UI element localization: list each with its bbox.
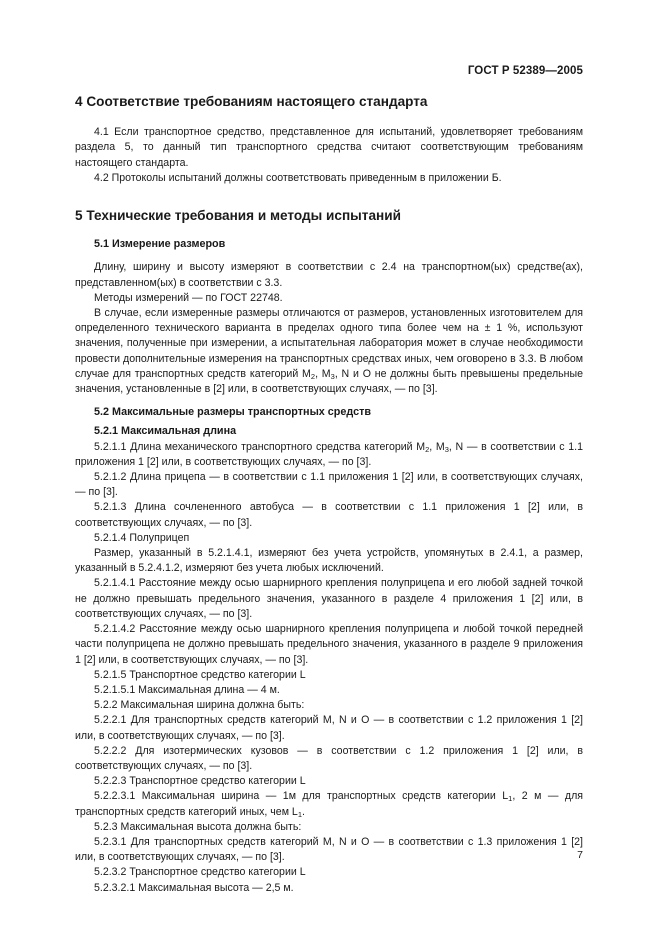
paragraph-5-2-1-4: 5.2.1.4 Полуприцеп: [94, 531, 190, 544]
text: , M: [429, 440, 445, 453]
paragraph-5-2-1-4-2: 5.2.1.4.2 Расстояние между осью шарнирного крепления полуприцепа и любой точкой передней части полуприцепа не должно превышать предельного значения, указанного в разделе 9 приложения 1 [2] или, в соответствующих случаях, — по [3].: [75, 623, 583, 666]
paragraph-5-2-2: 5.2.2 Максимальная ширина должна быть:: [94, 699, 305, 712]
paragraph-5-2-1-4-1: 5.2.1.4.1 Расстояние между осью шарнирного крепления полуприцепа и его любой задней точкой не должно превышать предельного значения, указанного в разделе 4 приложения 1 [2] или, в соответствующих случаях, — по [3].: [75, 577, 583, 620]
paragraph-5-2-1-3: 5.2.1.3 Длина сочлененного автобуса — в соответствии с 1.1 приложения 1 [2] или, в соответствующих случаях, — по [3].: [75, 501, 583, 529]
text: 5.2.1.1 Длина механического транспортного средства категорий M: [94, 440, 426, 453]
paragraph-5-2-1-2: 5.2.1.2 Длина прицепа — в соответствии с 1.1 приложения 1 [2] или, в соответствующих случаях, — по [3].: [75, 471, 583, 499]
document-id-header: ГОСТ Р 52389—2005: [467, 65, 583, 77]
subscript: 3: [444, 444, 449, 454]
section-5-heading: 5 Технические требования и методы испытаний: [75, 208, 401, 224]
section-5-2-heading: 5.2 Максимальные размеры транспортных средств: [94, 406, 372, 419]
paragraph-4-2: 4.2 Протоколы испытаний должны соответствовать приведенным в приложении Б.: [94, 171, 502, 184]
paragraph-5-2-1-5-1: 5.2.1.5.1 Максимальная длина — 4 м.: [94, 683, 280, 696]
text: , M: [315, 367, 331, 380]
paragraph-5-2-3-1: 5.2.3.1 Для транспортных средств категорий M, N и O — в соответствии с 1.3 приложения 1 [2] или, в соответствующих случаях, — по [3].: [75, 835, 583, 864]
paragraph-4-1-text: 4.1 Если транспортное средство, представленное для испытаний, удовлетворяет требованиям раздела 5, то данный тип транспортного средства считают соответствующим требованиям настоящего стандарта.: [75, 126, 583, 169]
paragraph-5-2-2-3-1: [75, 789, 583, 819]
page-body: [75, 94, 583, 896]
paragraph-5-2-2-3: 5.2.2.3 Транспортное средство категории L: [94, 775, 306, 788]
paragraph-5-1-2: Методы измерений — по ГОСТ 22748.: [94, 291, 283, 304]
paragraph-5-1-1: Длину, ширину и высоту измеряют в соответствии с 2.4 на транспортном(ых) средстве(ах), представленном(ых) в соответствии с 3.3.: [75, 261, 583, 289]
text: 5.2.2.3.1 Максимальная ширина — 1м для транспортных средств категории L: [94, 790, 509, 803]
paragraph-5-1-3: [75, 306, 583, 397]
paragraph-5-2-2-1: 5.2.2.1 Для транспортных средств категорий M, N и O — в соответствии с 1.2 приложения 1 [2] или, в соответствующих случаях, — по [3].: [75, 714, 583, 742]
paragraph-4-1: [75, 125, 583, 171]
paragraph-5-2-2-2: 5.2.2.2 Для изотермических кузовов — в соответствии с 1.2 приложения 1 [2] или, в соответствующих случаях, — по [3].: [75, 744, 583, 772]
text: , N и O не должны быть превышены предельные значения, установленные в [2] или, в соответствующих случаях, — по [3].: [75, 367, 584, 396]
section-4-heading: 4 Соответствие требованиям настоящего стандарта: [75, 94, 428, 109]
paragraph-5-2-3-2-1: 5.2.3.2.1 Максимальная высота — 2,5 м.: [94, 881, 294, 894]
subscript: 2: [425, 444, 430, 454]
section-5-2-1-heading: 5.2.1 Максимальная длина: [94, 425, 237, 438]
text: .: [302, 805, 305, 818]
subscript: 2: [310, 371, 316, 381]
section-5-1-heading: 5.1 Измерение размеров: [94, 238, 226, 251]
paragraph-5-2-1-1: [75, 440, 583, 470]
text: В случае, если измеренные размеры отличаются от размеров, установленных изготовителем для определенного технического варианта в пределах одного типа более чем на ± 1 %, используют значения, полученные при измерении, а испытательная лаборатория может в случае необходимости провести дополнительные измерения на транспортных средствах иных, чем оговорено в 3.3. В любом случае для транспортных средств категорий M: [75, 307, 583, 380]
paragraph-5-2-1-5: 5.2.1.5 Транспортное средство категории L: [94, 668, 306, 681]
paragraph-5-2-3-2: 5.2.3.2 Транспортное средство категории L: [94, 866, 306, 879]
paragraph-5-2-3: 5.2.3 Максимальная высота должна быть:: [94, 820, 302, 833]
paragraph-5-2-1-4-note: Размер, указанный в 5.2.1.4.1, измеряют без учета устройств, упомянутых в 2.4.1, а размер, указанный в 5.2.4.1.2, измеряют без учета любых исключений.: [75, 547, 583, 575]
subscript: 1: [508, 794, 513, 804]
subscript: 3: [330, 371, 335, 381]
text: , 2 м — для транспортных средств категорий иных, чем L: [75, 790, 584, 818]
subscript: 1: [297, 809, 302, 819]
text: , N — в соответствии с 1.1 приложения 1 [2] или, в соответствующих случаях, — по [3].: [75, 440, 583, 468]
page-number: 7: [577, 849, 583, 861]
